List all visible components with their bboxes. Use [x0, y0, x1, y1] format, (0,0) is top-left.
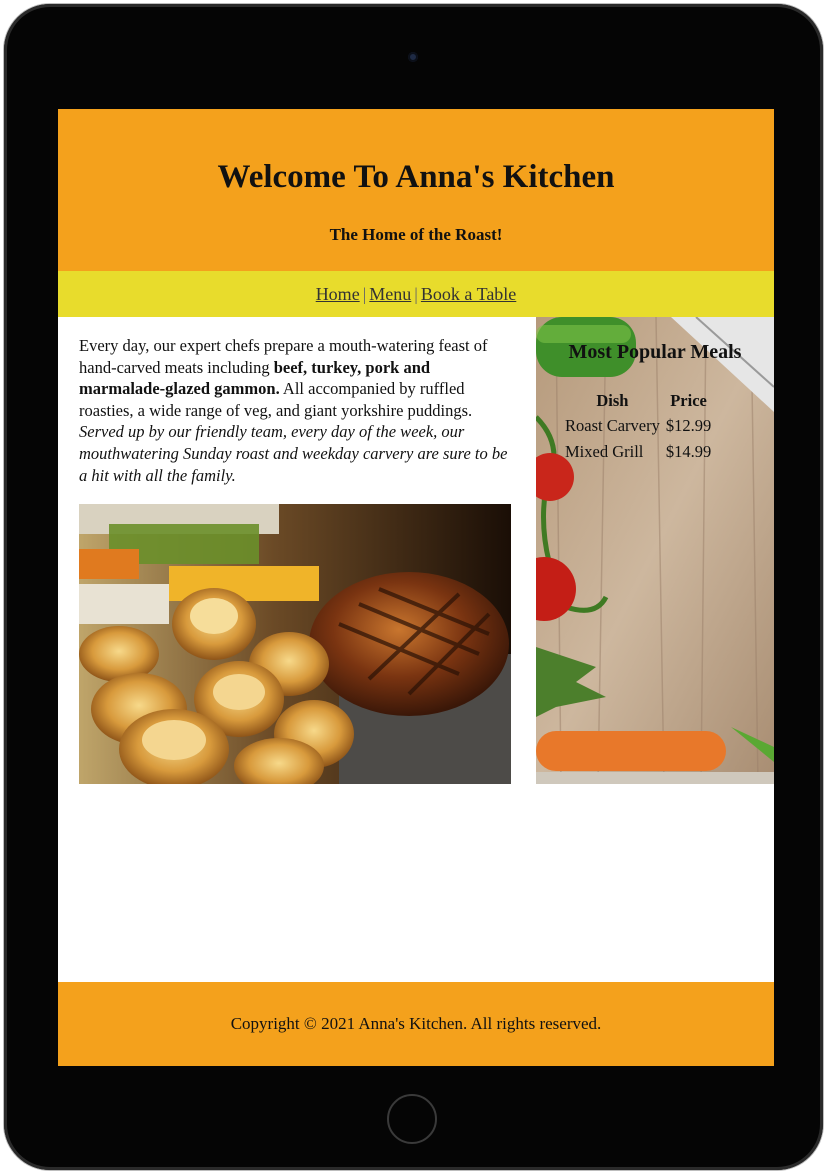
- camera-icon: [408, 52, 418, 62]
- site-tagline: The Home of the Roast!: [329, 225, 503, 244]
- table-header-row: [562, 389, 714, 413]
- sides-text: All accompanied by ruffled roasties, a wide range of veg, and giant yorkshire puddings.: [79, 379, 473, 420]
- nav-separator: |: [362, 284, 367, 304]
- main-nav: [58, 271, 774, 317]
- home-button[interactable]: [387, 1094, 437, 1144]
- table-cell-dish: Roast Carvery: [565, 416, 660, 435]
- popular-meals-title: Most Popular Meals: [568, 341, 742, 363]
- popular-meals-sidebar: [536, 317, 774, 784]
- intro-paragraph: [79, 335, 519, 486]
- tablet-device-frame: [4, 4, 823, 1170]
- site-footer: [58, 982, 774, 1066]
- intro-text: Every day, our expert chefs prepare a mouth-watering feast of hand-carved meats including: [79, 336, 488, 377]
- table-header-cell: Price: [670, 391, 707, 410]
- vegetable-board-background: [536, 317, 774, 784]
- popular-meals-table: [562, 389, 714, 465]
- table-header-cell: Dish: [596, 391, 629, 410]
- table-row: [562, 439, 714, 465]
- roast-dinner-illustration: [79, 504, 511, 784]
- nav-link-menu[interactable]: Menu: [369, 284, 412, 304]
- copyright-text: Copyright © 2021 Anna's Kitchen. All rights reserved.: [230, 1014, 602, 1033]
- site-header: [58, 109, 774, 271]
- table-row: [562, 413, 714, 439]
- table-cell-price: $12.99: [665, 416, 712, 435]
- roast-dinner-photo: [79, 504, 511, 784]
- site-title: Welcome To Anna's Kitchen: [217, 159, 615, 195]
- served-text: Served up by our friendly team, every day of the week, our mouthwatering Sunday roast and weekday carvery are sure to be a hit with all the family.: [79, 422, 508, 485]
- meats-text: beef, turkey, pork and marmalade-glazed gammon.: [79, 357, 431, 399]
- nav-link-book-a-table[interactable]: Book a Table: [420, 284, 517, 304]
- nav-separator: |: [414, 284, 418, 304]
- table-cell-dish: Mixed Grill: [565, 442, 644, 461]
- nav-link-home[interactable]: Home: [315, 284, 360, 304]
- table-cell-price: $14.99: [665, 442, 712, 461]
- browser-screen: [58, 109, 774, 1066]
